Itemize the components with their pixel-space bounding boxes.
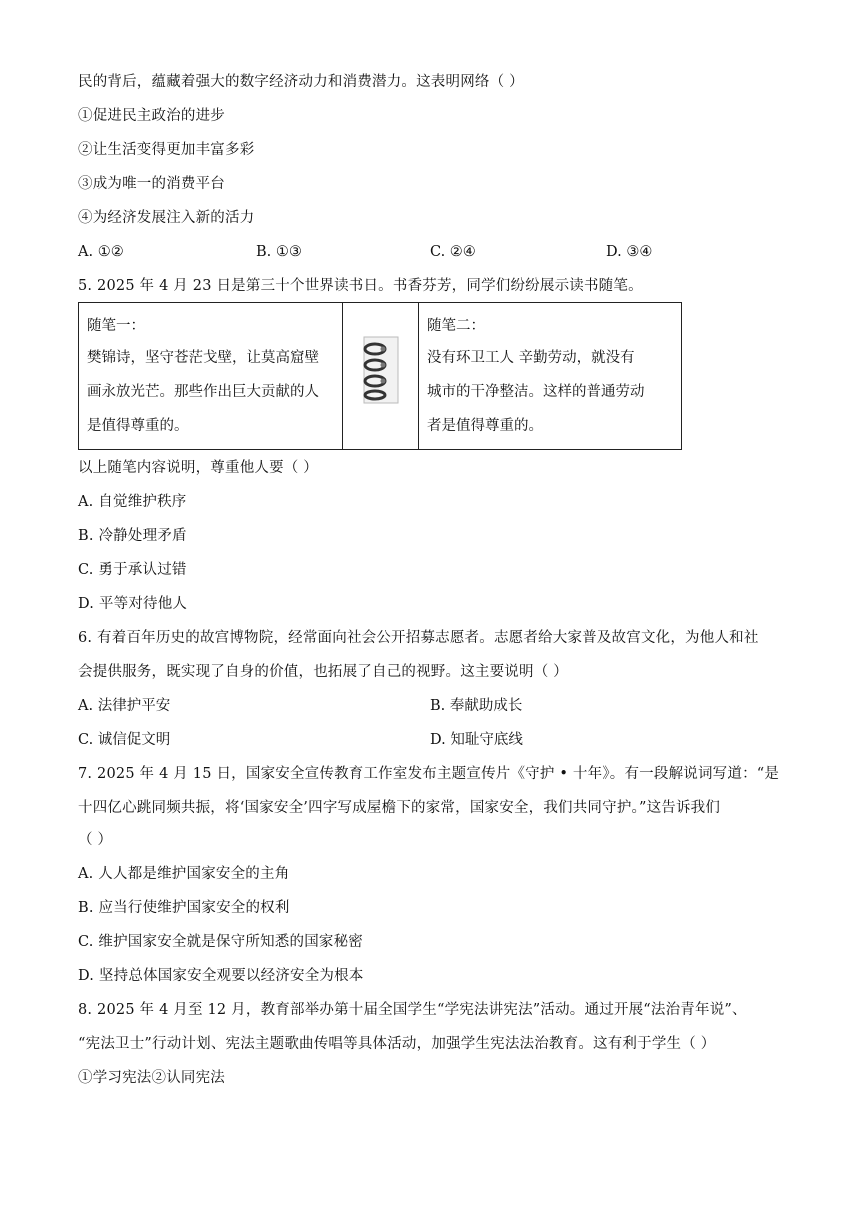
note-one-line: 画永放光芒。那些作出巨大贡献的人 [87, 384, 319, 400]
q8-stem-line1: 8. 2025 年 4 月至 12 月，教育部举办第十届全国学生“学宪法讲宪法”活动。通过开展“法治青年说”、 [78, 1002, 747, 1018]
q7-option-a: A. 人人都是维护国家安全的主角 [78, 866, 290, 882]
q6-option-c: C. 诚信促文明 [78, 732, 171, 748]
q5-question: 以上随笔内容说明，尊重他人要（ ） [78, 460, 319, 476]
q7-option-d: D. 坚持总体国家安全观要以经济安全为根本 [78, 968, 364, 984]
q5-option-c: C. 勇于承认过错 [78, 562, 187, 578]
spiral-notebook-icon [361, 335, 401, 405]
note-one-line: 樊锦诗，坚守苍茫戈壁，让莫高窟壁 [87, 350, 319, 366]
q6-stem-line2: 会提供服务，既实现了自身的价值，也拓展了自己的视野。这主要说明（ ） [78, 664, 568, 680]
q7-stem-line1: 7. 2025 年 4 月 15 日，国家安全宣传教育工作室发布主题宣传片《守护 • 十年》。有一段解说词写道：“是 [78, 766, 780, 782]
notebook-image-cell [343, 303, 419, 450]
q6-option-d: D. 知耻守底线 [430, 732, 523, 748]
q4-option-d: D. ③④ [606, 244, 653, 260]
q4-item-2: ②让生活变得更加丰富多彩 [78, 142, 255, 158]
q5-option-b: B. 冷静处理矛盾 [78, 528, 187, 544]
q4-stem-tail: 民的背后，蕴藏着强大的数字经济动力和消费潜力。这表明网络（ ） [78, 74, 524, 90]
q7-stem-line3: （ ） [78, 832, 113, 848]
q4-option-b: B. ①③ [256, 244, 302, 260]
q7-option-b: B. 应当行使维护国家安全的权利 [78, 900, 290, 916]
q8-stem-line2: “宪法卫士”行动计划、宪法主题歌曲传唱等具体活动，加强学生宪法法治教育。这有利于学生（ ） [78, 1036, 716, 1052]
note-two-cell [419, 303, 682, 450]
note-one-cell [79, 303, 343, 450]
note-one-title: 随笔一： [87, 318, 145, 334]
note-two-line: 者是值得尊重的。 [427, 418, 543, 434]
note-two-line: 城市的干净整洁。这样的普通劳动 [427, 384, 645, 400]
q4-item-3: ③成为唯一的消费平台 [78, 176, 225, 192]
q6-option-b: B. 奉献助成长 [430, 698, 523, 714]
q4-item-4: ④为经济发展注入新的活力 [78, 210, 255, 226]
q4-option-a: A. ①② [78, 244, 124, 260]
q4-item-1: ①促进民主政治的进步 [78, 108, 225, 124]
q5-option-d: D. 平等对待他人 [78, 596, 188, 612]
q6-stem-line1: 6. 有着百年历史的故宫博物院，经常面向社会公开招募志愿者。志愿者给大家普及故宫文化，为他人和社 [78, 630, 759, 646]
note-two-line: 没有环卫工人 辛勤劳动，就没有 [427, 350, 635, 366]
q5-option-a: A. 自觉维护秩序 [78, 494, 187, 510]
q7-option-c: C. 维护国家安全就是保守所知悉的国家秘密 [78, 934, 363, 950]
note-one-line: 是值得尊重的。 [87, 418, 189, 434]
q7-stem-line2: 十四亿心跳同频共振，将‘国家安全’四字写成屋檐下的家常，国家安全，我们共同守护。”这告诉我们 [78, 800, 721, 816]
note-two-title: 随笔二： [427, 318, 485, 334]
q8-item-line: ①学习宪法②认同宪法 [78, 1070, 225, 1086]
q5-stem: 5. 2025 年 4 月 23 日是第三十个世界读书日。书香芬芳，同学们纷纷展示读书随笔。 [78, 278, 643, 294]
reading-notes-table [78, 302, 682, 450]
q6-option-a: A. 法律护平安 [78, 698, 171, 714]
q4-option-c: C. ②④ [430, 244, 476, 260]
